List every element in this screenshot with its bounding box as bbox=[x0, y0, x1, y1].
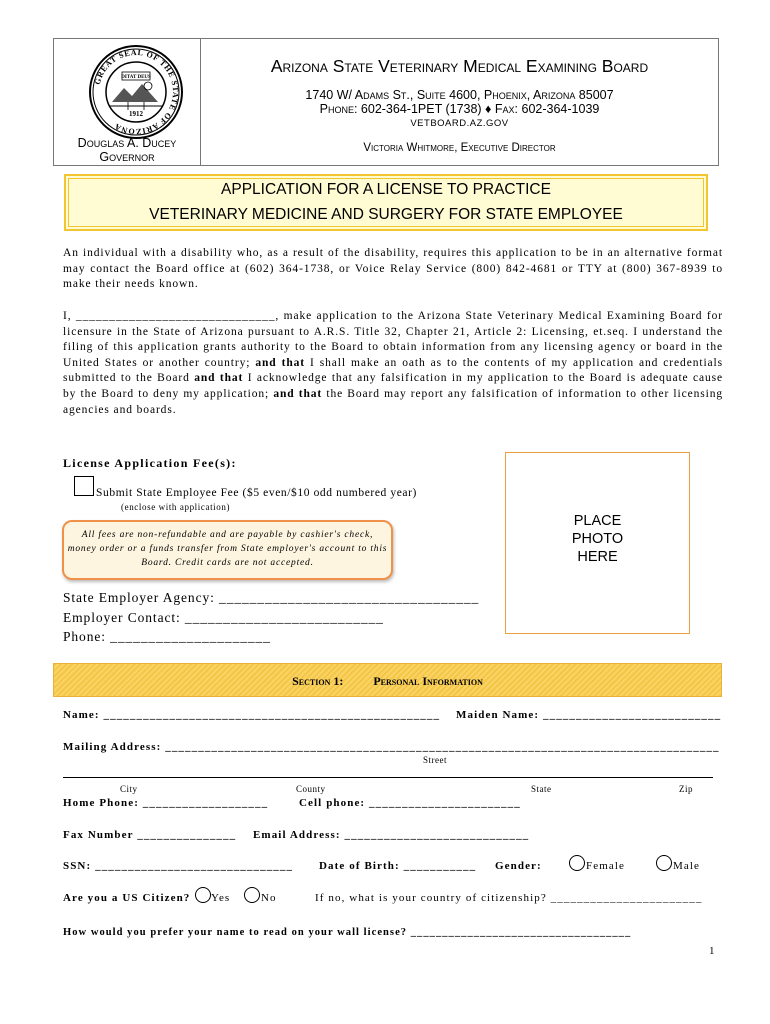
city-label: City bbox=[120, 784, 138, 794]
state-employee-fee-label: Submit State Employee Fee ($5 even/$10 odd numbered year) bbox=[96, 487, 417, 499]
state-seal-icon bbox=[88, 44, 184, 140]
form-title-line1: APPLICATION FOR A LICENSE TO PRACTICE bbox=[221, 181, 551, 198]
male-label: Male bbox=[673, 860, 701, 872]
ssn-field[interactable]: SSN: ______________________________ bbox=[63, 860, 294, 872]
female-label: Female bbox=[586, 860, 625, 872]
photo-placeholder bbox=[505, 512, 690, 566]
governor-block bbox=[55, 136, 199, 164]
section-1-title bbox=[53, 674, 722, 689]
gender-male-radio[interactable] bbox=[656, 855, 672, 871]
state-label: State bbox=[531, 784, 552, 794]
gender-female-radio[interactable] bbox=[569, 855, 585, 871]
citizen-yes-radio[interactable] bbox=[195, 887, 211, 903]
board-contact bbox=[200, 88, 719, 116]
us-citizen-label: Are you a US Citizen? bbox=[63, 892, 191, 904]
statement-part2: I shall make an oath as to the contents of my application and credentials submitted to the Board bbox=[63, 356, 724, 385]
enclose-note: (enclose with application) bbox=[121, 502, 231, 512]
fee-note-text: All fees are non-refundable and are payable by cashier's check, money order or a funds transfer from State employer's account to this Board. Credit cards are not accepted. bbox=[67, 530, 388, 568]
board-address: 1740 W/ Adams St., Suite 4600, Phoenix, Arizona 85007 bbox=[305, 88, 614, 102]
statement-part3: I acknowledge that any falsification in my application to the Board is adequate cause by the Board to deny my application; bbox=[63, 372, 724, 400]
page-number: 1 bbox=[709, 945, 715, 957]
name-field[interactable]: Name: ___________________________________________________ bbox=[63, 709, 441, 721]
executive-director: Victoria Whitmore, Executive Director bbox=[363, 142, 556, 154]
home-phone-field[interactable]: Home Phone: ___________________ bbox=[63, 797, 269, 809]
fax-number-field[interactable]: Fax Number _______________ bbox=[63, 829, 237, 841]
date-of-birth-field[interactable]: Date of Birth: ___________ bbox=[319, 860, 477, 872]
governor-title: Governor bbox=[99, 150, 155, 164]
board-phone: Phone: 602-364-1PET (1738) ♦ Fax: 602-364-1039 bbox=[319, 102, 600, 116]
county-label: County bbox=[296, 784, 326, 794]
applicant-statement bbox=[63, 309, 723, 418]
disability-notice: An individual with a disability who, as a result of the disability, requires this application to be in an alternative format may contact the Board office at (602) 364-1738, or Voice Relay Service (800) 842-4681 or TTY at (800) 367-8939 to make their needs known. bbox=[63, 247, 723, 291]
photo-line1: PLACE bbox=[573, 513, 622, 529]
statement-and2: and that bbox=[194, 372, 244, 385]
state-employee-fee-checkbox[interactable] bbox=[74, 476, 94, 496]
mailing-address-field[interactable]: Mailing Address: ____________________________________________________________________________________ bbox=[63, 741, 720, 753]
yes-label: Yes bbox=[211, 892, 231, 904]
state-employer-agency-field[interactable]: State Employer Agency: __________________________________ bbox=[63, 590, 480, 605]
photo-line2: PHOTO bbox=[571, 531, 624, 547]
zip-label: Zip bbox=[679, 784, 693, 794]
statement-and1: and that bbox=[255, 356, 306, 369]
section-1-number: Section 1: bbox=[292, 674, 344, 688]
statement-and3: and that bbox=[273, 387, 323, 400]
citizen-no-radio[interactable] bbox=[244, 887, 260, 903]
address-line-2[interactable] bbox=[63, 777, 713, 778]
gender-label: Gender: bbox=[495, 860, 542, 872]
photo-line3: HERE bbox=[577, 549, 618, 565]
fee-title: License Application Fee(s): bbox=[63, 456, 237, 470]
seal-motto: DITAT DEUS bbox=[121, 75, 151, 80]
no-label: No bbox=[261, 892, 277, 904]
employer-contact-field[interactable]: Employer Contact: __________________________ bbox=[63, 610, 384, 625]
governor-name: Douglas A. Ducey bbox=[77, 136, 177, 150]
street-label: Street bbox=[423, 755, 447, 765]
seal-text: GREAT SEAL OF THE STATE OF ARIZONA bbox=[92, 47, 181, 137]
board-website: VETBOARD.AZ.GOV bbox=[410, 118, 509, 129]
section-1-name: Personal Information bbox=[373, 674, 483, 688]
email-address-field[interactable]: Email Address: ____________________________ bbox=[253, 829, 530, 841]
statement-part1: I, ______________________________, make application to the Arizona State Veterinary Medical Examining Board for licensure in the State of Arizona pursuant to A.R.S. Title 32, Chapter 21, Article 2: Licensing, et.seq. I understand the filing of this application grants authority to the Board to obtain information from any licensing agency or board in the United States or another country; bbox=[63, 310, 723, 369]
employer-phone-field[interactable]: Phone: _____________________ bbox=[63, 629, 271, 644]
maiden-name-field[interactable]: Maiden Name: ___________________________ bbox=[456, 709, 722, 721]
form-title-line2: VETERINARY MEDICINE AND SURGERY FOR STATE EMPLOYEE bbox=[149, 206, 623, 223]
board-title: Arizona State Veterinary Medical Examining Board bbox=[270, 56, 649, 76]
statement-part4: the Board may report any falsification of information to other licensing agencies and boards. bbox=[63, 387, 723, 416]
wall-license-name-field[interactable]: How would you prefer your name to read on your wall license? ___________________________________ bbox=[63, 927, 632, 938]
cell-phone-field[interactable]: Cell phone: _______________________ bbox=[299, 797, 521, 809]
seal-year: 1912 bbox=[129, 110, 143, 118]
country-of-citizenship-field[interactable]: If no, what is your country of citizenship? _______________________ bbox=[315, 892, 703, 904]
